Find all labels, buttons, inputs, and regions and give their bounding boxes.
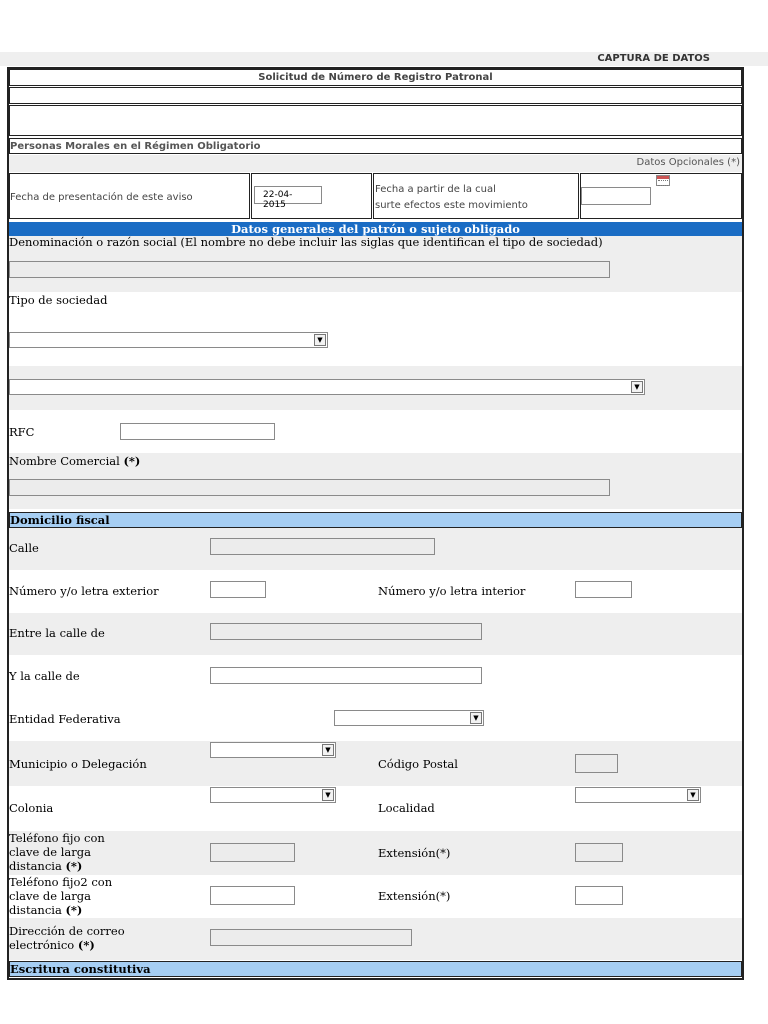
phone1-label-line1: Teléfono fijo con [9,831,105,845]
extension1-input[interactable] [575,843,623,862]
phone1-label-line3 [9,859,105,873]
state-select[interactable] [334,710,484,726]
optional-mark: (*) [65,859,83,873]
email-input[interactable] [210,929,412,946]
municipality-row [9,741,742,786]
effective-date-label-2: surte efectos este movimiento [375,200,528,211]
street-row [9,528,742,570]
presentation-date-value-cell [251,173,372,219]
phone1-label [9,831,105,873]
postal-code-label: Código Postal [378,757,458,771]
chevron-down-icon[interactable]: ▼ [314,334,326,346]
effective-date-input-cell [580,173,742,219]
trade-name-row [9,453,742,509]
company-type-select[interactable] [9,332,328,348]
general-data-header: Datos generales del patrón o sujeto obligado [9,222,742,236]
top-bar [0,52,768,66]
deed-header: Escritura constitutiva [9,961,742,977]
neighborhood-select[interactable] [210,787,336,803]
between-street-row [9,613,742,655]
chevron-down-icon[interactable]: ▼ [631,381,643,393]
trade-name-label-wrap [9,454,140,468]
phone2-label [9,875,112,917]
municipality-select[interactable] [210,742,336,758]
regime-label: Personas Morales en el Régimen Obligatorio [9,138,742,154]
postal-code-input[interactable] [575,754,618,773]
neighborhood-label: Colonia [9,801,54,815]
trade-name-label: Nombre Comercial [9,454,120,468]
between-street-label: Entre la calle de [9,626,105,640]
phone1-input[interactable] [210,843,295,862]
effective-date-label-1: Fecha a partir de la cual [375,184,496,195]
locality-label: Localidad [378,801,435,815]
presentation-date-label: Fecha de presentación de este aviso [10,192,193,203]
phone2-label-text: distancia [9,903,62,917]
effective-date-input[interactable] [581,187,651,205]
optional-mark: (*) [77,938,95,952]
company-subtype-row [9,366,742,410]
int-number-input[interactable] [575,581,632,598]
phone2-label-line2: clave de larga [9,889,92,903]
and-street-label: Y la calle de [9,669,80,683]
calendar-icon[interactable] [656,175,670,186]
phone1-row [9,831,742,875]
company-type-label: Tipo de sociedad [9,293,108,307]
phone2-label-line1: Teléfono fijo2 con [9,875,113,889]
email-label-line1: Dirección de correo [9,924,125,938]
rfc-input[interactable] [120,423,275,440]
chevron-down-icon[interactable]: ▼ [470,712,482,724]
email-label-text: electrónico [9,938,75,952]
presentation-date-input[interactable]: 22-04-2015 [254,186,322,204]
email-row [9,918,742,960]
chevron-down-icon[interactable]: ▼ [322,789,334,801]
ext-number-input[interactable] [210,581,266,598]
trade-name-input[interactable] [9,479,610,496]
capture-label: CAPTURA DE DATOS [597,53,710,64]
ext-number-label: Número y/o letra exterior [9,584,159,598]
company-name-input[interactable] [9,261,610,278]
state-label: Entidad Federativa [9,712,121,726]
email-label [9,924,125,952]
and-street-input[interactable] [210,667,482,684]
int-number-label: Número y/o letra interior [378,584,526,598]
fiscal-address-header: Domicilio fiscal [9,512,742,528]
company-name-label: Denominación o razón social (El nombre no debe incluir las siglas que identifican el tipo de sociedad) [9,235,603,249]
company-name-row [9,236,742,292]
phone2-label-line3 [9,903,112,917]
chevron-down-icon[interactable]: ▼ [322,744,334,756]
presentation-date-cell [9,173,250,219]
company-subtype-select[interactable] [9,379,645,395]
rfc-label: RFC [9,425,35,439]
municipality-label: Municipio o Delegación [9,757,147,771]
street-input[interactable] [210,538,435,555]
email-label-line2 [9,938,125,952]
extension2-input[interactable] [575,886,623,905]
blank-row-1 [9,87,742,104]
form-title: Solicitud de Número de Registro Patronal [9,69,742,86]
extension2-label: Extensión(*) [378,889,451,903]
blank-row-2 [9,105,742,136]
optional-mark: (*) [65,903,83,917]
phone1-label-line2: clave de larga [9,845,92,859]
extension1-label: Extensión(*) [378,846,451,860]
optional-mark: (*) [123,454,141,468]
optional-note: Datos Opcionales (*) [9,155,742,172]
street-label: Calle [9,541,39,555]
phone2-input[interactable] [210,886,295,905]
locality-select[interactable] [575,787,701,803]
between-street-input[interactable] [210,623,482,640]
phone1-label-text: distancia [9,859,62,873]
chevron-down-icon[interactable]: ▼ [687,789,699,801]
effective-date-cell [373,173,579,219]
